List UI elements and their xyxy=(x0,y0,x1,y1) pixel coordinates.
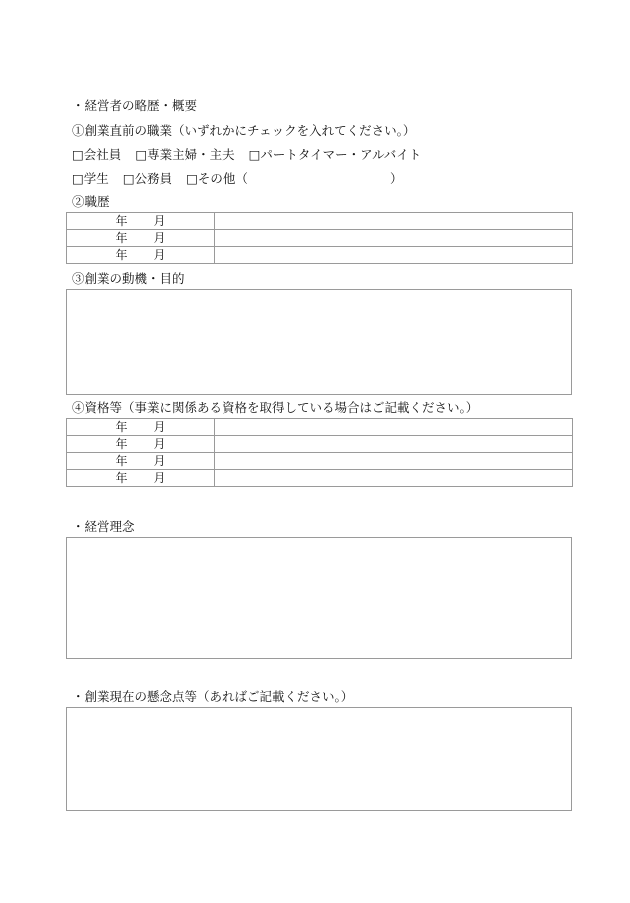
option-other[interactable]: □その他（ xyxy=(186,171,248,186)
option-student[interactable]: □学生 xyxy=(72,171,109,186)
table-row xyxy=(67,213,573,230)
career-date-cell[interactable]: 年 月 xyxy=(67,230,215,247)
question-previous-occupation: ①創業直前の職業（いずれかにチェックを入れてください。） xyxy=(72,123,416,138)
option-homemaker[interactable]: □専業主婦・主夫 xyxy=(135,147,235,162)
question-career-history: ②職歴 xyxy=(72,194,110,209)
section-heading-profile: ・経営者の略歴・概要 xyxy=(72,98,198,113)
table-row xyxy=(67,470,573,487)
qualification-date-cell[interactable]: 年 月 xyxy=(67,436,215,453)
career-detail-cell[interactable] xyxy=(215,247,573,264)
career-detail-cell[interactable] xyxy=(215,230,573,247)
section-heading-philosophy: ・経営理念 xyxy=(72,519,135,534)
table-row xyxy=(67,419,573,436)
table-row xyxy=(67,453,573,470)
qualification-date-cell[interactable]: 年 月 xyxy=(67,453,215,470)
concerns-textarea[interactable] xyxy=(66,707,572,811)
career-table xyxy=(66,212,573,264)
qualifications-table xyxy=(66,418,573,487)
qualification-detail-cell[interactable] xyxy=(215,453,573,470)
option-civil-servant[interactable]: □公務員 xyxy=(122,171,173,186)
table-row xyxy=(67,230,573,247)
option-company-employee[interactable]: □会社員 xyxy=(72,147,122,162)
question-qualifications: ④資格等（事業に関係ある資格を取得している場合はご記載ください。） xyxy=(72,400,479,415)
occupation-options-row2 xyxy=(72,171,402,187)
career-date-cell[interactable]: 年 月 xyxy=(67,247,215,264)
career-date-cell[interactable]: 年 月 xyxy=(67,213,215,230)
qualification-detail-cell[interactable] xyxy=(215,436,573,453)
section-heading-concerns: ・創業現在の懸念点等（あればご記載ください。） xyxy=(72,689,354,704)
option-part-timer[interactable]: □パートタイマー・アルバイト xyxy=(248,147,422,162)
table-row xyxy=(67,247,573,264)
career-detail-cell[interactable] xyxy=(215,213,573,230)
qualification-detail-cell[interactable] xyxy=(215,419,573,436)
question-motivation: ③創業の動機・目的 xyxy=(72,271,185,286)
philosophy-textarea[interactable] xyxy=(66,537,572,659)
qualification-date-cell[interactable]: 年 月 xyxy=(67,419,215,436)
motivation-textarea[interactable] xyxy=(66,289,572,395)
option-other-close-paren: ） xyxy=(389,171,403,186)
table-row xyxy=(67,436,573,453)
qualification-date-cell[interactable]: 年 月 xyxy=(67,470,215,487)
occupation-options-row1 xyxy=(72,147,421,163)
qualification-detail-cell[interactable] xyxy=(215,470,573,487)
